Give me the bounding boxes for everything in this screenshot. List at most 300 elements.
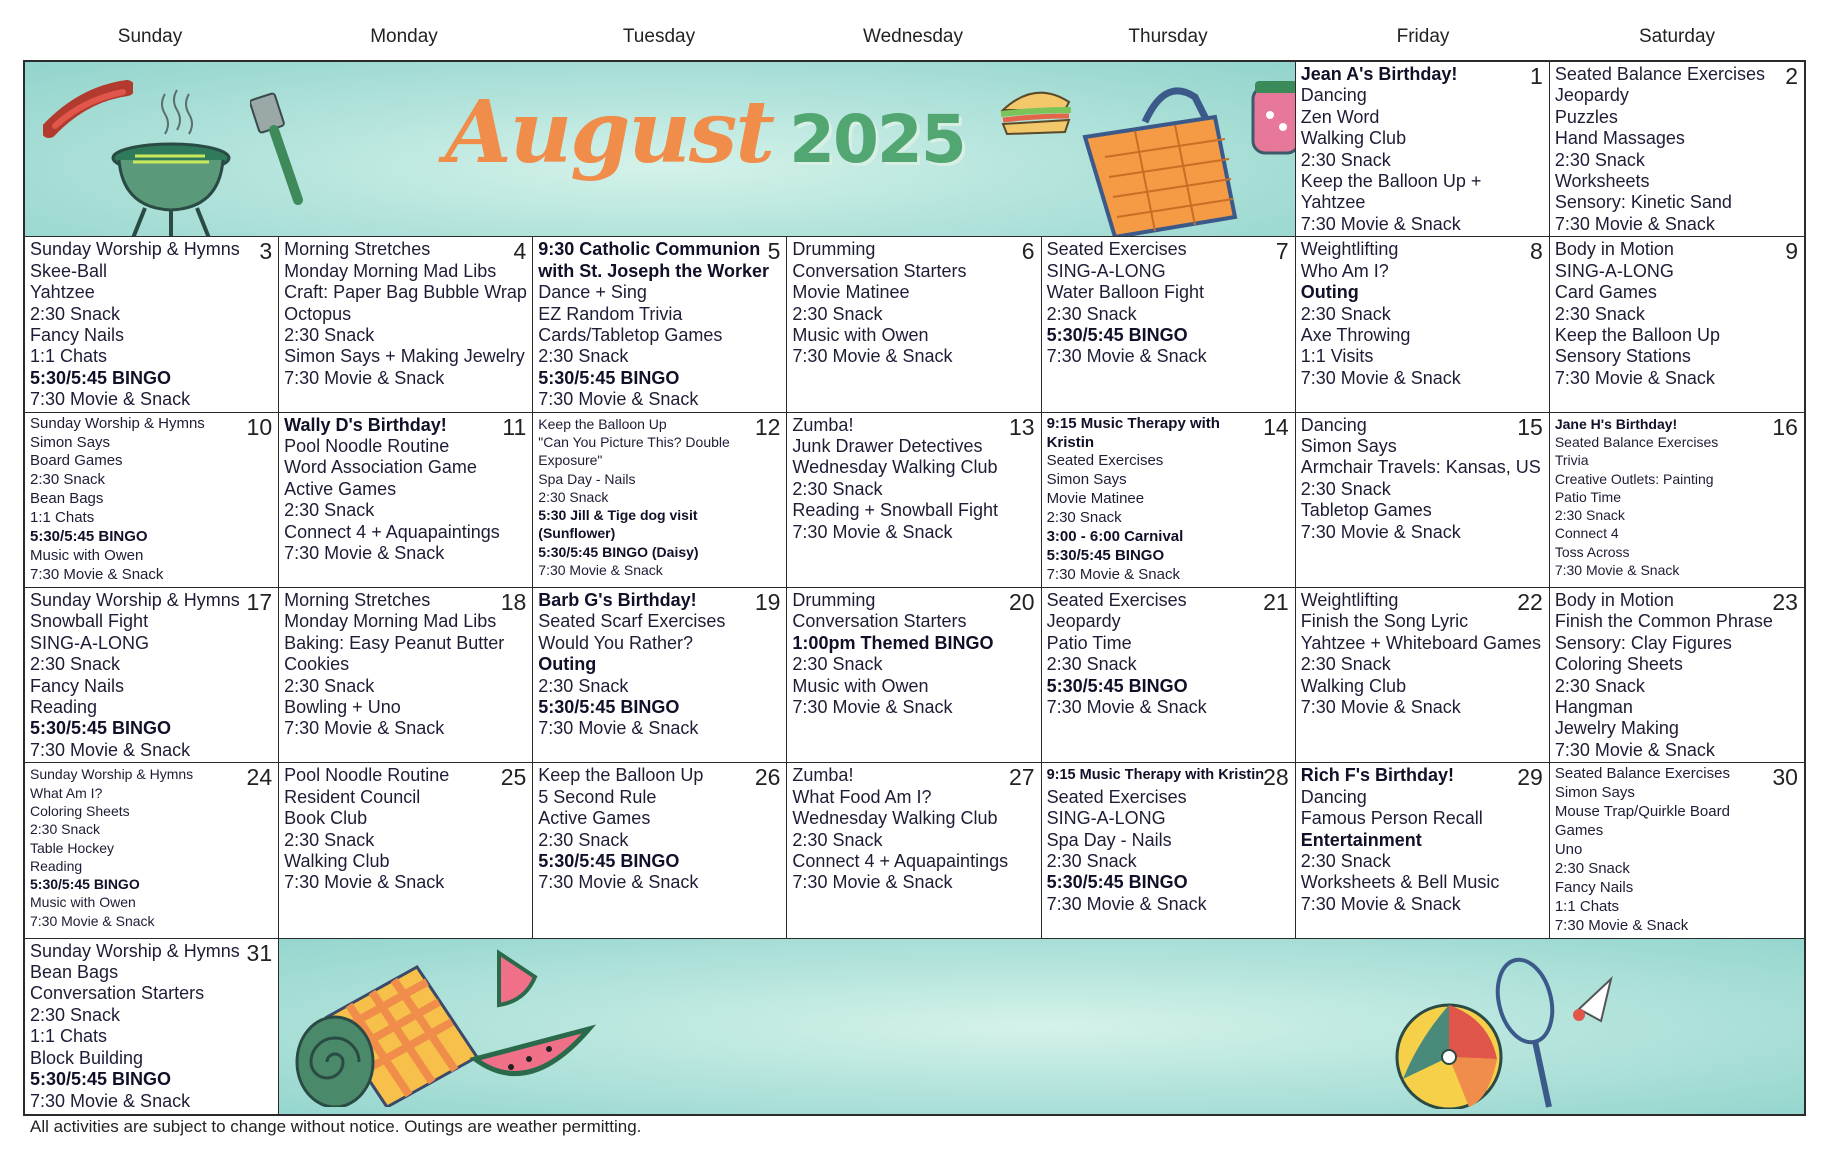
activity-item: 1:1 Chats: [30, 1026, 108, 1047]
activity-item: Simon Says: [1300, 436, 1397, 457]
activity-list: [1047, 765, 1291, 915]
day-number: 24: [246, 764, 273, 791]
activity-list: [284, 239, 528, 389]
day-cell-10: [25, 413, 279, 588]
activity-item: 2:30 Snack: [1046, 509, 1122, 527]
activity-item: 7:30 Movie & Snack: [1046, 893, 1207, 914]
activity-item: 5:30/5:45 BINGO: [538, 697, 680, 718]
activity-item: 2:30 Snack: [30, 471, 106, 489]
activity-item: Music with Owen: [792, 675, 929, 696]
activity-item: Jane H's Birthday!: [1554, 415, 1678, 432]
activity-item: Jean A's Birthday!: [1300, 64, 1458, 84]
activity-item: Dance + Sing: [538, 282, 647, 303]
activity-item: Dancing: [1300, 85, 1367, 106]
activity-item: Cards/Tabletop Games: [538, 324, 723, 345]
activity-item: Dancing: [1300, 414, 1367, 435]
day-cell-23: [1550, 588, 1804, 763]
activity-item: Bowling + Uno: [284, 697, 401, 718]
activity-item: Baking: Easy Peanut Butter: [284, 632, 505, 653]
activity-item: Simon Says: [30, 433, 111, 451]
activity-item: 7:30 Movie & Snack: [1554, 213, 1715, 234]
activity-item: Walking Club: [1300, 128, 1407, 149]
activity-item: 2:30 Snack: [1554, 675, 1645, 696]
day-number: 23: [1772, 588, 1798, 615]
activity-item: 2:30 Snack: [538, 829, 629, 850]
activity-list: [538, 765, 782, 893]
activity-list: [284, 590, 528, 740]
day-number: 17: [246, 588, 273, 615]
activity-item: 7:30 Movie & Snack: [538, 872, 699, 893]
day-number: 8: [1530, 238, 1543, 265]
activity-list: [284, 765, 528, 893]
activity-list: [1301, 64, 1545, 235]
activity-item: 7:30 Movie & Snack: [30, 912, 155, 929]
day-cell-4: [279, 237, 533, 412]
activity-item: Seated Scarf Exercises: [538, 611, 726, 632]
activity-item: Reading: [30, 697, 98, 718]
activity-item: Connect 4: [1554, 525, 1619, 542]
activity-item: Would You Rather?: [538, 632, 694, 653]
day-cell-14: [1042, 413, 1296, 588]
activity-item: 2:30 Snack: [30, 1004, 121, 1025]
day-number: 31: [246, 939, 273, 966]
activity-item: Barb G's Birthday!: [538, 589, 697, 610]
activity-item: 2:30 Snack: [284, 500, 375, 521]
day-cell-15: [1296, 413, 1550, 588]
activity-item: 2:30 Snack: [1300, 303, 1391, 324]
activity-item: 1:00pm Themed BINGO: [792, 632, 994, 653]
day-cell-28: [1042, 763, 1296, 938]
activity-item: 2:30 Snack: [792, 303, 883, 324]
activity-list: [1047, 239, 1291, 367]
day-number: 30: [1772, 764, 1798, 791]
activity-item: Music with Owen: [30, 547, 144, 564]
day-number: 12: [754, 413, 781, 440]
activity-item: Seated Balance Exercises: [1554, 433, 1719, 450]
activity-item: Walking Club: [284, 850, 390, 871]
activity-item: 5:30/5:45 BINGO: [30, 718, 172, 739]
activity-item: Keep the Balloon Up: [1554, 324, 1720, 345]
activity-item: 2:30 Snack: [1554, 149, 1645, 170]
day-cell-24: [25, 763, 279, 938]
activity-item: 9:15 Music Therapy with: [1046, 414, 1220, 432]
activity-item: 5:30/5:45 BINGO: [30, 876, 140, 893]
weekday-tuesday: Tuesday: [622, 26, 696, 47]
activity-list: [30, 415, 274, 585]
activity-item: 7:30 Movie & Snack: [1300, 521, 1461, 542]
activity-item: 5:30/5:45 BINGO: [30, 1069, 172, 1090]
activity-item: 7:30 Movie & Snack: [1046, 565, 1180, 583]
activity-item: Coloring Sheets: [1554, 654, 1683, 675]
activity-item: Hangman: [1554, 697, 1633, 718]
activity-item: Weightlifting: [1300, 239, 1399, 260]
blanket-roll-icon: [287, 957, 487, 1107]
activity-list: [284, 415, 528, 565]
day-cell-26: [533, 763, 787, 938]
activity-item: 5:30/5:45 BINGO: [30, 528, 148, 546]
activity-item: SING-A-LONG: [1554, 260, 1674, 281]
activity-list: [792, 765, 1036, 893]
activity-item: 7:30 Movie & Snack: [284, 718, 445, 739]
activity-item: 7:30 Movie & Snack: [30, 389, 191, 410]
weekday-sunday: Sunday: [117, 26, 183, 47]
day-cell-22: [1296, 588, 1550, 763]
day-cell-25: [279, 763, 533, 938]
activity-item: Sunday Worship & Hymns: [30, 414, 205, 432]
activity-item: Sunday Worship & Hymns: [30, 239, 240, 260]
activity-item: Reading + Snowball Fight: [792, 500, 999, 521]
activity-item: Movie Matinee: [792, 282, 910, 303]
activity-item: Morning Stretches: [284, 239, 431, 260]
activity-item: 2:30 Snack: [1046, 303, 1137, 324]
day-cell-29: [1296, 763, 1550, 938]
day-number: 29: [1517, 764, 1543, 791]
activity-item: Worksheets: [1554, 171, 1650, 192]
activity-item: "Can You Picture This? Double: [538, 433, 730, 450]
spatula-icon: [250, 92, 310, 207]
activity-item: Jeopardy: [1046, 611, 1121, 632]
day-cell-20: [787, 588, 1041, 763]
activity-item: 7:30 Movie & Snack: [1300, 697, 1461, 718]
activity-item: 2:30 Snack: [284, 324, 375, 345]
activity-item: Connect 4 + Aquapaintings: [792, 850, 1009, 871]
activity-item: Sunday Worship & Hymns: [30, 766, 194, 783]
activity-item: EZ Random Trivia: [538, 303, 683, 324]
activity-item: Outing: [538, 654, 597, 675]
activity-item: Trivia: [1554, 452, 1589, 469]
activity-item: 1:1 Chats: [30, 346, 108, 367]
activity-item: Pool Noodle Routine: [284, 436, 450, 457]
activity-list: [30, 590, 274, 761]
activity-item: 7:30 Movie & Snack: [1554, 367, 1715, 388]
activity-item: Table Hockey: [30, 839, 115, 856]
activity-item: 7:30 Movie & Snack: [792, 521, 953, 542]
activity-list: [1555, 239, 1800, 389]
watermelon-icon: [469, 949, 609, 1099]
activity-item: 7:30 Movie & Snack: [284, 543, 445, 564]
activity-item: 5:30/5:45 BINGO: [30, 367, 172, 388]
activity-list: [792, 590, 1036, 718]
weekday-friday: Friday: [1396, 26, 1450, 47]
day-number: 16: [1772, 413, 1798, 440]
activity-item: Sensory: Clay Figures: [1554, 632, 1732, 653]
activity-item: 2:30 Snack: [284, 829, 375, 850]
activity-item: Fancy Nails: [30, 324, 125, 345]
activity-item: Conversation Starters: [30, 983, 205, 1004]
activity-item: Active Games: [538, 808, 651, 829]
activity-item: Sensory: Kinetic Sand: [1554, 192, 1732, 213]
activity-item: 2:30 Snack: [1046, 850, 1137, 871]
activity-item: Fancy Nails: [30, 675, 125, 696]
sandwich-icon: [995, 80, 1075, 140]
activity-item: What Food Am I?: [792, 786, 932, 807]
activity-item: 7:30 Movie & Snack: [284, 872, 445, 893]
beach-ball-icon: [1379, 949, 1619, 1109]
activity-item: 2:30 Snack: [538, 675, 629, 696]
activity-item: 3:00 - 6:00 Carnival: [1046, 528, 1184, 546]
activity-item: 2:30 Snack: [1554, 303, 1645, 324]
day-number: 9: [1785, 238, 1798, 265]
activity-item: SING-A-LONG: [30, 632, 150, 653]
weekday-monday: Monday: [370, 26, 438, 47]
month-name: August: [445, 82, 774, 183]
activity-item: with St. Joseph the Worker: [538, 260, 769, 281]
activity-list: [1301, 590, 1545, 718]
activity-item: Patio Time: [1046, 632, 1132, 653]
activity-list: [1555, 590, 1800, 761]
activity-item: 7:30 Movie & Snack: [1046, 346, 1207, 367]
activity-item: 7:30 Movie & Snack: [538, 389, 699, 410]
weekday-saturday: Saturday: [1638, 26, 1716, 47]
activity-item: Skee-Ball: [30, 260, 108, 281]
day-cell-1: [1296, 62, 1550, 237]
activity-item: Music with Owen: [792, 324, 929, 345]
activity-item: Bean Bags: [30, 962, 119, 983]
day-cell-30: [1550, 763, 1804, 938]
activity-item: Resident Council: [284, 786, 421, 807]
activity-item: 1:1 Chats: [30, 509, 95, 527]
activity-item: 2:30 Snack: [1046, 654, 1137, 675]
activity-item: 7:30 Movie & Snack: [30, 1090, 191, 1111]
activity-item: Kristin: [1046, 433, 1095, 451]
day-number: 6: [1021, 238, 1035, 265]
picnic-basket-icon: [1065, 67, 1296, 237]
activity-item: Wednesday Walking Club: [792, 457, 998, 478]
activity-list: [792, 239, 1036, 367]
activity-item: Weightlifting: [1300, 589, 1399, 610]
activity-item: 5:30/5:45 BINGO (Daisy): [538, 543, 699, 560]
activity-item: Keep the Balloon Up +: [1300, 171, 1482, 192]
activity-item: 1:1 Visits: [1300, 346, 1374, 367]
activity-list: [1047, 415, 1291, 585]
activity-item: 5:30/5:45 BINGO: [1046, 872, 1188, 893]
activity-item: 2:30 Snack: [1300, 654, 1391, 675]
activity-item: Jewelry Making: [1554, 718, 1679, 739]
activity-item: What Am I?: [30, 784, 103, 801]
activity-item: Sunday Worship & Hymns: [30, 589, 240, 610]
activity-item: Cookies: [284, 654, 350, 675]
activity-list: [1555, 415, 1800, 580]
activity-item: 2:30 Snack: [1554, 507, 1625, 524]
day-number: 4: [513, 238, 527, 265]
activity-item: 2:30 Snack: [538, 346, 629, 367]
activity-item: 7:30 Movie & Snack: [284, 367, 445, 388]
activity-item: Spa Day - Nails: [538, 470, 636, 487]
activity-item: 7:30 Movie & Snack: [792, 872, 953, 893]
activity-list: [30, 239, 274, 410]
activity-item: Body in Motion: [1554, 239, 1674, 260]
activity-item: Body in Motion: [1554, 589, 1674, 610]
day-cell-13: [787, 413, 1041, 588]
activity-item: 2:30 Snack: [1300, 149, 1391, 170]
activity-item: 7:30 Movie & Snack: [1300, 213, 1461, 234]
day-number: 25: [500, 764, 527, 791]
activity-item: Games: [1554, 822, 1604, 840]
activity-item: 5 Second Rule: [538, 786, 657, 807]
activity-item: Outing: [1300, 282, 1359, 303]
activity-item: Finish the Common Phrase: [1554, 611, 1773, 632]
activity-item: Worksheets & Bell Music: [1300, 872, 1500, 893]
day-number: 2: [1785, 63, 1798, 89]
activity-item: 7:30 Movie & Snack: [1554, 916, 1689, 934]
activity-item: Music with Owen: [30, 894, 136, 911]
grill-icon: [105, 88, 240, 237]
activity-item: Hand Massages: [1554, 128, 1685, 149]
activity-item: Board Games: [30, 452, 123, 470]
day-number: 21: [1263, 588, 1289, 615]
day-cell-2: [1550, 62, 1804, 237]
day-cell-17: [25, 588, 279, 763]
activity-item: Drumming: [792, 589, 876, 610]
activity-item: 2:30 Snack: [792, 478, 883, 499]
activity-item: Finish the Song Lyric: [1300, 611, 1469, 632]
activity-list: [30, 941, 274, 1112]
activity-item: Armchair Travels: Kansas, US: [1300, 457, 1541, 478]
day-cell-8: [1296, 237, 1550, 412]
activity-item: 5:30/5:45 BINGO: [538, 367, 680, 388]
activity-list: [1301, 765, 1545, 915]
activity-item: Simon Says: [1046, 471, 1127, 489]
activity-list: [1047, 590, 1291, 718]
activity-item: 2:30 Snack: [1554, 859, 1630, 877]
activity-item: (Sunflower): [538, 525, 616, 542]
activity-item: Dancing: [1300, 786, 1367, 807]
activity-list: [1301, 239, 1545, 389]
activity-item: Creative Outlets: Painting: [1554, 470, 1714, 487]
activity-item: 2:30 Snack: [538, 488, 609, 505]
activity-item: Yahtzee: [30, 282, 95, 303]
activity-item: Craft: Paper Bag Bubble Wrap: [284, 282, 527, 303]
activity-item: Movie Matinee: [1046, 490, 1145, 508]
activity-item: 1:1 Chats: [1554, 897, 1620, 915]
activity-list: [538, 415, 782, 580]
activity-item: Sensory Stations: [1554, 346, 1691, 367]
activity-item: Wednesday Walking Club: [792, 808, 998, 829]
activity-item: 7:30 Movie & Snack: [538, 562, 663, 579]
activity-list: [538, 239, 782, 410]
activity-item: Morning Stretches: [284, 589, 431, 610]
year: 2025: [789, 101, 965, 178]
activity-item: Book Club: [284, 808, 368, 829]
day-number: 3: [259, 238, 273, 265]
day-cell-21: [1042, 588, 1296, 763]
activity-item: Entertainment: [1300, 829, 1422, 850]
day-cell-18: [279, 588, 533, 763]
activity-item: Keep the Balloon Up: [538, 415, 667, 432]
activity-list: [1301, 415, 1545, 543]
day-number: 5: [767, 238, 781, 265]
activity-item: 2:30 Snack: [30, 654, 121, 675]
activity-item: Seated Exercises: [1046, 239, 1187, 260]
activity-item: 9:30 Catholic Communion: [538, 239, 761, 260]
day-number: 14: [1263, 413, 1289, 440]
day-number: 28: [1263, 764, 1289, 791]
day-cell-7: [1042, 237, 1296, 412]
activity-list: [1555, 765, 1800, 935]
activity-item: Seated Balance Exercises: [1554, 64, 1765, 84]
activity-item: Puzzles: [1554, 106, 1618, 127]
activity-list: [538, 590, 782, 740]
activity-item: 7:30 Movie & Snack: [538, 718, 699, 739]
day-cell-27: [787, 763, 1041, 938]
activity-item: Pool Noodle Routine: [284, 765, 450, 786]
day-cell-12: [533, 413, 787, 588]
day-number: 1: [1530, 63, 1543, 89]
activity-item: Coloring Sheets: [30, 802, 130, 819]
activity-item: 2:30 Snack: [792, 829, 883, 850]
activity-item: 7:30 Movie & Snack: [792, 346, 953, 367]
day-cell-31: [25, 939, 279, 1114]
activity-item: Uno: [1554, 840, 1583, 858]
day-number: 13: [1008, 413, 1035, 440]
activity-item: 7:30 Movie & Snack: [30, 739, 191, 760]
activity-item: 5:30/5:45 BINGO: [1046, 547, 1165, 564]
activity-item: Reading: [30, 857, 83, 874]
activity-item: Mouse Trap/Quirkle Board: [1554, 803, 1730, 821]
activity-item: Octopus: [284, 303, 352, 324]
activity-item: Card Games: [1554, 282, 1657, 303]
activity-list: [1555, 64, 1800, 235]
activity-item: Connect 4 + Aquapaintings: [284, 521, 500, 542]
activity-item: 2:30 Snack: [30, 821, 101, 838]
activity-item: Yahtzee + Whiteboard Games: [1300, 632, 1541, 653]
activity-item: 2:30 Snack: [284, 675, 375, 696]
activity-item: Axe Throwing: [1300, 324, 1411, 345]
activity-item: Zen Word: [1300, 106, 1380, 127]
activity-item: 7:30 Movie & Snack: [792, 697, 953, 718]
day-number: 18: [500, 588, 527, 615]
activity-item: 2:30 Snack: [1300, 478, 1391, 499]
activity-item: Bean Bags: [30, 490, 104, 508]
activity-item: 7:30 Movie & Snack: [1300, 893, 1461, 914]
activity-item: Walking Club: [1300, 675, 1407, 696]
day-number: 26: [754, 764, 781, 791]
day-cell-16: [1550, 413, 1804, 588]
activity-item: Spa Day - Nails: [1046, 829, 1172, 850]
activity-item: Exposure": [538, 452, 603, 469]
day-cell-11: [279, 413, 533, 588]
activity-item: 7:30 Movie & Snack: [1554, 562, 1680, 579]
day-number: 15: [1517, 413, 1543, 440]
activity-item: 9:15 Music Therapy with Kristin: [1046, 767, 1265, 784]
activity-item: Simon Says: [1554, 784, 1635, 802]
activity-item: 5:30 Jill & Tige dog visit: [538, 507, 698, 524]
activity-item: Fancy Nails: [1554, 878, 1634, 896]
activity-item: Conversation Starters: [792, 260, 967, 281]
activity-item: Rich F's Birthday!: [1300, 765, 1455, 786]
activity-item: 5:30/5:45 BINGO: [1046, 324, 1188, 345]
day-number: 22: [1517, 588, 1543, 615]
month-title: [445, 82, 965, 183]
activity-item: Junk Drawer Detectives: [792, 436, 983, 457]
activity-item: Snowball Fight: [30, 611, 149, 632]
day-cell-5: [533, 237, 787, 412]
activity-item: 7:30 Movie & Snack: [1554, 739, 1715, 760]
calendar-grid: [23, 60, 1806, 1116]
activity-item: Keep the Balloon Up: [538, 765, 704, 786]
day-number: 27: [1008, 764, 1035, 791]
activity-item: Zumba!: [792, 765, 854, 786]
activity-item: Seated Exercises: [1046, 786, 1187, 807]
day-number: 19: [754, 588, 781, 615]
day-number: 7: [1275, 238, 1289, 265]
activity-item: Toss Across: [1554, 543, 1630, 560]
day-number: 20: [1008, 588, 1035, 615]
day-cell-19: [533, 588, 787, 763]
activity-item: Patio Time: [1554, 488, 1621, 505]
activity-item: Famous Person Recall: [1300, 808, 1483, 829]
activity-item: Simon Says + Making Jewelry: [284, 346, 525, 367]
